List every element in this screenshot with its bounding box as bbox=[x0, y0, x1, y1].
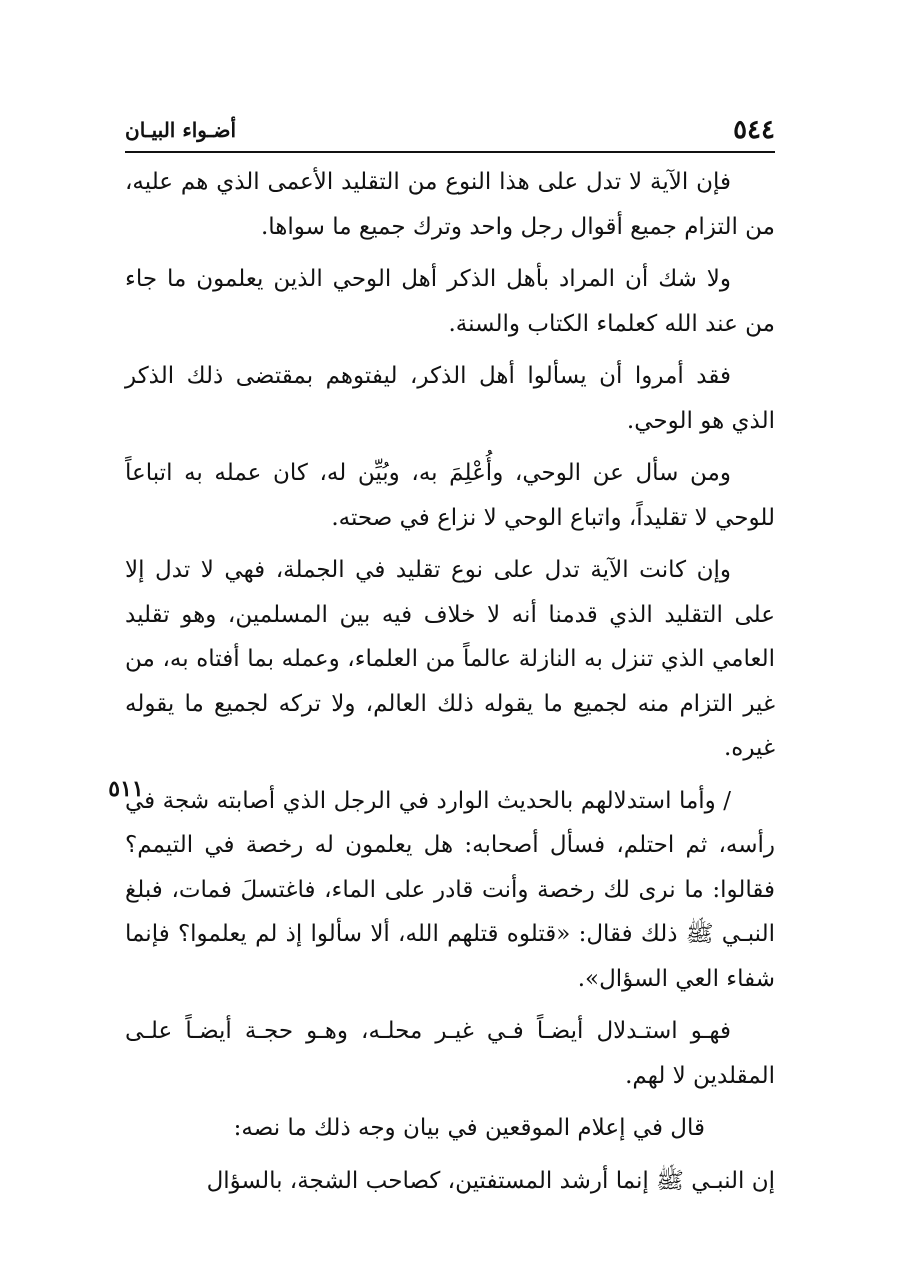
paragraph: فهـو استـدلال أيضـاً فـي غيـر محلـه، وهـو حجـة أيضـاً علـى المقلدين لا لهم. bbox=[125, 1018, 775, 1089]
paragraph: ومن سأل عن الوحي، وأُعْلِمَ به، وبُيِّن له، كان عمله به اتباعاً للوحي لا تقليداً، واتباع الوحي لا نزاع في صحته. bbox=[125, 460, 775, 531]
paragraph: قال في إعلام الموقعين في بيان وجه ذلك ما نصه: bbox=[233, 1115, 705, 1141]
paragraph: ولا شك أن المراد بأهل الذكر أهل الوحي الذين يعلمون ما جاء من عند الله كعلماء الكتاب والسنة. bbox=[125, 266, 775, 337]
paragraph: وإن كانت الآية تدل على نوع تقليد في الجملة، فهي لا تدل إلا على التقليد الذي قدمنا أنه لا خلاف فيه بين المسلمين، وهو تقليد العامي الذي تنزل به النازلة عالماً من العلماء، وعمله بما أفتاه به، من غير التزام منه لجميع ما يقوله ذلك العالم، ولا تركه لجميع ما يقوله غيره. bbox=[125, 557, 775, 761]
paragraph: فقد أمروا أن يسألوا أهل الذكر، ليفتوهم بمقتضى ذلك الذكر الذي هو الوحي. bbox=[125, 363, 775, 434]
paragraph: إن النبـي ﷺ إنما أرشد المستفتين، كصاحب الشجة، بالسؤال bbox=[206, 1167, 775, 1194]
paragraph: / وأما استدلالهم بالحديث الوارد في الرجل الذي أصابته شجة في رأسه، ثم احتلم، فسأل أصحابه: هل يعلمون له رخصة في التيمم؟ فقالوا: ما نرى لك رخصة وأنت قادر على الماء، فاغتسلَ فمات، فبلغ النبـي ﷺ ذلك فقال: «قتلوه قتلهم الله، ألا سألوا إذ لم يعلموا؟ فإنما شفاء العي السؤال». bbox=[125, 787, 775, 992]
page-header bbox=[125, 112, 775, 148]
header-divider bbox=[125, 151, 775, 153]
margin-page-reference: ٥١١ bbox=[108, 776, 144, 802]
book-title: أضـواء البيـان bbox=[125, 118, 237, 142]
page-body bbox=[125, 160, 775, 1211]
paragraph: فإن الآية لا تدل على هذا النوع من التقليد الأعمى الذي هم عليه، من التزام جميع أقوال رجل واحد وترك جميع ما سواها. bbox=[125, 169, 775, 240]
page-number: ٥٤٤ bbox=[733, 115, 775, 145]
